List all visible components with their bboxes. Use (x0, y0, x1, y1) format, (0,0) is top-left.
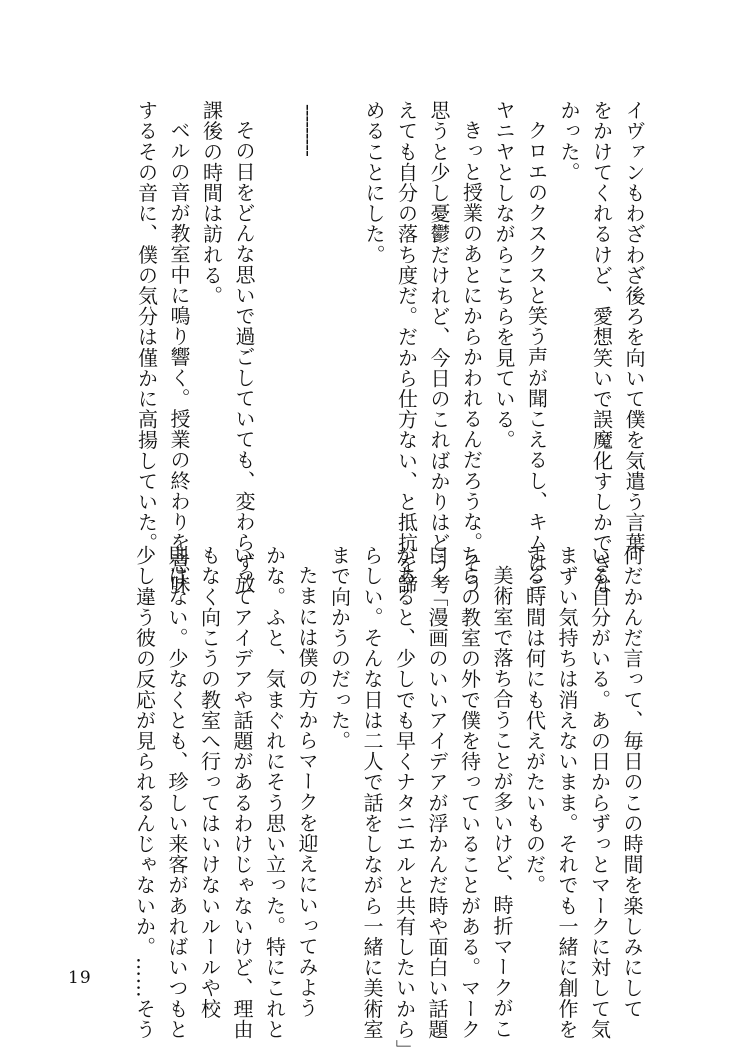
text-line: きっと授業のあとにからかわれるんだろうな。そう (459, 120, 484, 594)
text-line: クロエのクスクスと笑う声が聞こえるし、キムはニ (524, 120, 549, 594)
text-line: まで向かうのだった。 (327, 545, 352, 751)
text-line: まずい気持ちは消えないまま。それでも一緒に創作を (555, 545, 579, 1040)
text-line: 思うと少し憂鬱だけれど、今日のこればかりはどう考 (427, 100, 451, 595)
text-line: があると、少しでも早くナタニエルと共有したいから」 (392, 545, 417, 1060)
text-line: かな。ふと、気まぐれにそう思い立った。特にこれと (262, 545, 287, 1040)
text-line: えても自分の落ち度だ。だから仕方ない、と抵抗を諦 (394, 100, 419, 595)
text-line: ヤニヤとしながらこちらを見ている。 (492, 100, 516, 451)
top-text-block (134, 100, 650, 595)
text-line: めることにした。 (362, 100, 386, 265)
text-line: するその音に、僕の気分は僅かに高揚していた。 (134, 100, 159, 554)
text-line: をかけてくれるけど、愛想笑いで誤魔化すしかできな (589, 100, 614, 595)
text-line: らしい。そんな日は二人で話をしながら一緒に美術室 (360, 545, 384, 1040)
text-line: ベルの音が教室中に鳴り響く。授業の終わりを意味 (167, 120, 191, 594)
text-line: もなく向こうの教室へ行ってはいけないルールや校 (197, 545, 222, 1019)
text-line: 少し違う彼の反応が見られるんじゃないか。……そう (132, 545, 157, 1040)
text-line: 則はない。少なくとも、珍しい来客があればいつもと (165, 545, 189, 1040)
text-line: する時間は何にも代えがたいものだ。 (522, 545, 547, 896)
blank-line (260, 100, 293, 510)
text-line: 美術室で落ち合うことが多いけど、時折マークがこ (490, 565, 514, 1039)
blank-line (325, 100, 358, 510)
text-line: 課後の時間は訪れる。 (199, 100, 224, 306)
text-line: かった。 (557, 100, 581, 183)
text-line: たまには僕の方からマークを迎えにいってみよう (295, 565, 319, 1019)
text-line: いる自分がいる。あの日からずっとマークに対して気 (587, 545, 612, 1040)
scene-divider: --------- (297, 104, 321, 156)
text-line: その日をどんな思いで過ごしていても、変わらず放 (232, 120, 256, 594)
bottom-text-block (132, 545, 648, 1060)
text-line: ちらの教室の外で僕を待っていることがある。マーク (457, 545, 482, 1040)
text-line: いってアイデアや話題があるわけじゃないけど、理由 (230, 545, 254, 1040)
text-line: 曰く「漫画のいいアイデアが浮かんだ時や面白い話題 (425, 545, 449, 1040)
text-line: イヴァンもわざわざ後ろを向いて僕を気遣う言葉 (622, 100, 646, 554)
text-line: 何だかんだ言って、毎日のこの時間を楽しみにして (620, 545, 644, 1019)
page-number: 19 (68, 968, 92, 988)
